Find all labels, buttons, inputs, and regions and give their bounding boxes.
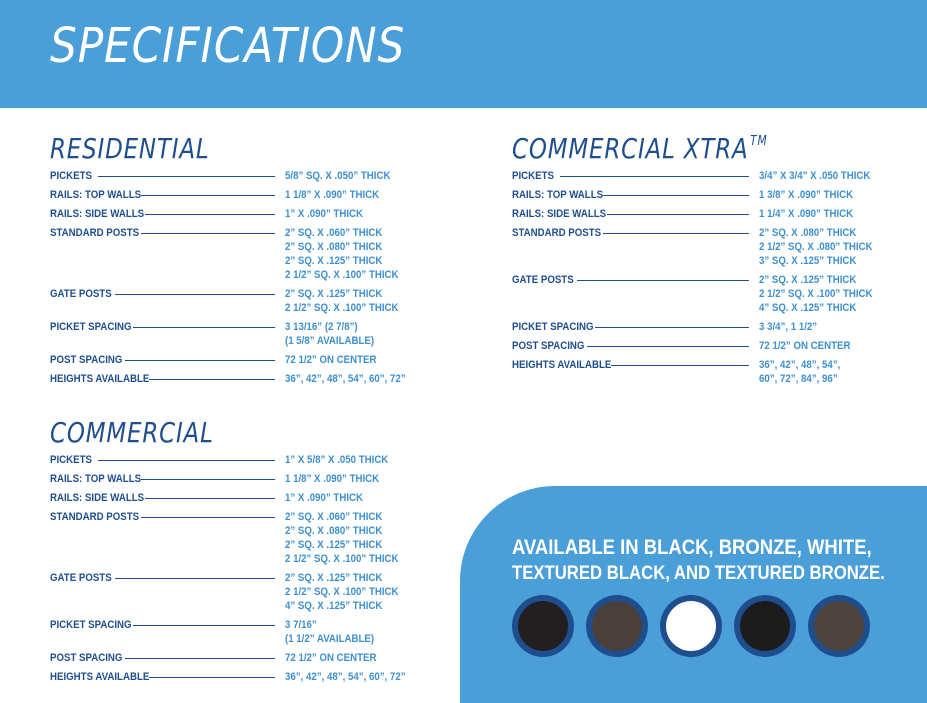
spec-value: (1 5/8” AVAILABLE) <box>285 335 375 347</box>
spec-values <box>285 618 386 646</box>
commercial-xtra-title-text: COMMERCIAL XTRA <box>512 132 749 165</box>
spec-value: 2 1/2” SQ. X .100” THICK <box>285 586 399 598</box>
spec-value: 3/4” X 3/4” X .050 THICK <box>759 170 871 182</box>
spec-value: 1” X .090” THICK <box>285 208 364 220</box>
leader-line <box>141 479 275 480</box>
spec-value: 2” SQ. X .060” THICK <box>285 227 383 239</box>
spec-value: 3” SQ. X .125” THICK <box>759 255 857 267</box>
spec-label: RAILS: SIDE WALLS <box>512 208 607 220</box>
spec-value: 36”, 42”, 48”, 54”, 60”, 72” <box>285 373 406 385</box>
spec-value: 36”, 42”, 48”, 54”, 60”, 72” <box>285 671 406 683</box>
spec-value: 2” SQ. X .125” THICK <box>285 572 383 584</box>
spec-label: PICKET SPACING <box>512 321 594 333</box>
leader-line <box>607 214 749 215</box>
spec-values <box>759 169 886 183</box>
spec-value: 2 1/2” SQ. X .080” THICK <box>759 241 873 253</box>
availability-line-1: AVAILABLE IN BLACK, BRONZE, WHITE, <box>512 536 872 559</box>
spec-value: 36”, 42”, 48”, 54”, <box>759 359 841 371</box>
leader-line <box>98 460 275 461</box>
spec-label: PICKET SPACING <box>50 321 132 333</box>
spec-values <box>759 358 851 386</box>
commercial-xtra-title <box>512 132 768 165</box>
spec-label: RAILS: SIDE WALLS <box>50 208 145 220</box>
swatch-bronze <box>586 595 648 657</box>
spec-value: 2” SQ. X .080” THICK <box>759 227 857 239</box>
swatch-color-fill <box>814 601 864 651</box>
spec-value: 1 1/4” X .090” THICK <box>759 208 854 220</box>
spec-value: 2 1/2” SQ. X .100” THICK <box>285 302 399 314</box>
spec-values <box>759 207 866 221</box>
leader-line <box>125 360 275 361</box>
spec-values <box>285 372 422 386</box>
leader-line <box>603 233 749 234</box>
spec-value: 2” SQ. X .080” THICK <box>285 241 383 253</box>
spec-values <box>285 188 392 202</box>
swatch-color-fill <box>592 601 642 651</box>
spec-values <box>759 273 888 315</box>
spec-label: GATE POSTS <box>50 288 112 300</box>
leader-line <box>133 327 275 328</box>
spec-value: 72 1/2” ON CENTER <box>759 340 851 352</box>
trademark-mark: TM <box>750 134 768 149</box>
swatch-color-fill <box>518 601 568 651</box>
leader-line <box>145 214 275 215</box>
leader-line <box>587 346 749 347</box>
leader-line <box>141 517 275 518</box>
spec-label: PICKETS <box>50 170 92 182</box>
spec-value: 2” SQ. X .080” THICK <box>285 525 383 537</box>
spec-value: 60”, 72”, 84”, 96” <box>759 373 838 385</box>
leader-line <box>125 658 275 659</box>
availability-line-2: TEXTURED BLACK, AND TEXTURED BRONZE. <box>512 563 885 584</box>
spec-value: 1 1/8” X .090” THICK <box>285 189 380 201</box>
spec-label: STANDARD POSTS <box>50 227 140 239</box>
leader-line <box>611 365 749 366</box>
spec-label: HEIGHTS AVAILABLE <box>50 373 150 385</box>
spec-value: 1 3/8” X .090” THICK <box>759 189 854 201</box>
spec-values <box>285 472 392 486</box>
spec-value: 1” X .090” THICK <box>285 492 364 504</box>
spec-values <box>759 226 888 268</box>
spec-label: POST SPACING <box>50 652 123 664</box>
leader-line <box>141 233 275 234</box>
spec-value: 2” SQ. X .125” THICK <box>285 255 383 267</box>
spec-value: 2” SQ. X .060” THICK <box>285 511 383 523</box>
leader-line <box>560 176 749 177</box>
swatch-black <box>512 595 574 657</box>
spec-values <box>285 226 414 282</box>
leader-line <box>141 195 275 196</box>
swatch-textured-bronze <box>808 595 870 657</box>
spec-value: 5/8” SQ. X .050” THICK <box>285 170 391 182</box>
leader-line <box>145 498 275 499</box>
spec-value: 2” SQ. X .125” THICK <box>759 274 857 286</box>
spec-label: RAILS: TOP WALLS <box>512 189 604 201</box>
spec-values <box>285 651 389 665</box>
spec-value: 3 13/16” (2 7/8”) <box>285 321 358 333</box>
spec-label: POST SPACING <box>512 340 585 352</box>
spec-label: STANDARD POSTS <box>512 227 602 239</box>
spec-value: 3 3/4”, 1 1/2” <box>759 321 818 333</box>
spec-value: 72 1/2” ON CENTER <box>285 652 377 664</box>
spec-label: RAILS: SIDE WALLS <box>50 492 145 504</box>
leader-line <box>133 625 275 626</box>
spec-values <box>285 571 414 613</box>
spec-values <box>759 320 825 334</box>
spec-label: STANDARD POSTS <box>50 511 140 523</box>
spec-label: RAILS: TOP WALLS <box>50 473 142 485</box>
spec-value: 2 1/2” SQ. X .100” THICK <box>759 288 873 300</box>
spec-value: 1” X 5/8” X .050 THICK <box>285 454 389 466</box>
swatch-color-fill <box>740 601 790 651</box>
spec-values <box>285 320 386 348</box>
spec-values <box>285 353 389 367</box>
spec-values <box>285 207 374 221</box>
spec-label: PICKETS <box>50 454 92 466</box>
spec-value: 3 7/16” <box>285 619 317 631</box>
spec-label: GATE POSTS <box>50 572 112 584</box>
page-title: SPECIFICATIONS <box>50 18 406 74</box>
spec-values <box>285 510 414 566</box>
spec-values <box>285 670 422 684</box>
leader-line <box>595 327 749 328</box>
spec-values <box>285 287 414 315</box>
spec-label: HEIGHTS AVAILABLE <box>50 671 150 683</box>
spec-value: (1 1/2” AVAILABLE) <box>285 633 375 645</box>
swatch-textured-black <box>734 595 796 657</box>
leader-line <box>149 677 275 678</box>
spec-values <box>285 169 405 183</box>
swatch-color-fill <box>666 601 716 651</box>
leader-line <box>115 578 275 579</box>
spec-label: POST SPACING <box>50 354 123 366</box>
spec-value: 2 1/2” SQ. X .100” THICK <box>285 269 399 281</box>
spec-label: PICKET SPACING <box>50 619 132 631</box>
spec-label: RAILS: TOP WALLS <box>50 189 142 201</box>
spec-values <box>285 453 402 467</box>
spec-label: HEIGHTS AVAILABLE <box>512 359 612 371</box>
residential-title: RESIDENTIAL <box>50 132 210 165</box>
commercial-title: COMMERCIAL <box>50 416 214 449</box>
spec-value: 4” SQ. X .125” THICK <box>285 600 383 612</box>
spec-label: GATE POSTS <box>512 274 574 286</box>
spec-value: 4” SQ. X .125” THICK <box>759 302 857 314</box>
leader-line <box>98 176 275 177</box>
leader-line <box>603 195 749 196</box>
leader-line <box>149 379 275 380</box>
spec-value: 1 1/8” X .090” THICK <box>285 473 380 485</box>
leader-line <box>577 280 749 281</box>
spec-value: 72 1/2” ON CENTER <box>285 354 377 366</box>
color-availability-panel <box>460 486 927 703</box>
spec-values <box>759 339 863 353</box>
swatch-white <box>660 595 722 657</box>
spec-values <box>759 188 866 202</box>
spec-value: 2” SQ. X .125” THICK <box>285 288 383 300</box>
spec-value: 2” SQ. X .125” THICK <box>285 539 383 551</box>
leader-line <box>115 294 275 295</box>
spec-values <box>285 491 374 505</box>
spec-value: 2 1/2” SQ. X .100” THICK <box>285 553 399 565</box>
spec-label: PICKETS <box>512 170 554 182</box>
